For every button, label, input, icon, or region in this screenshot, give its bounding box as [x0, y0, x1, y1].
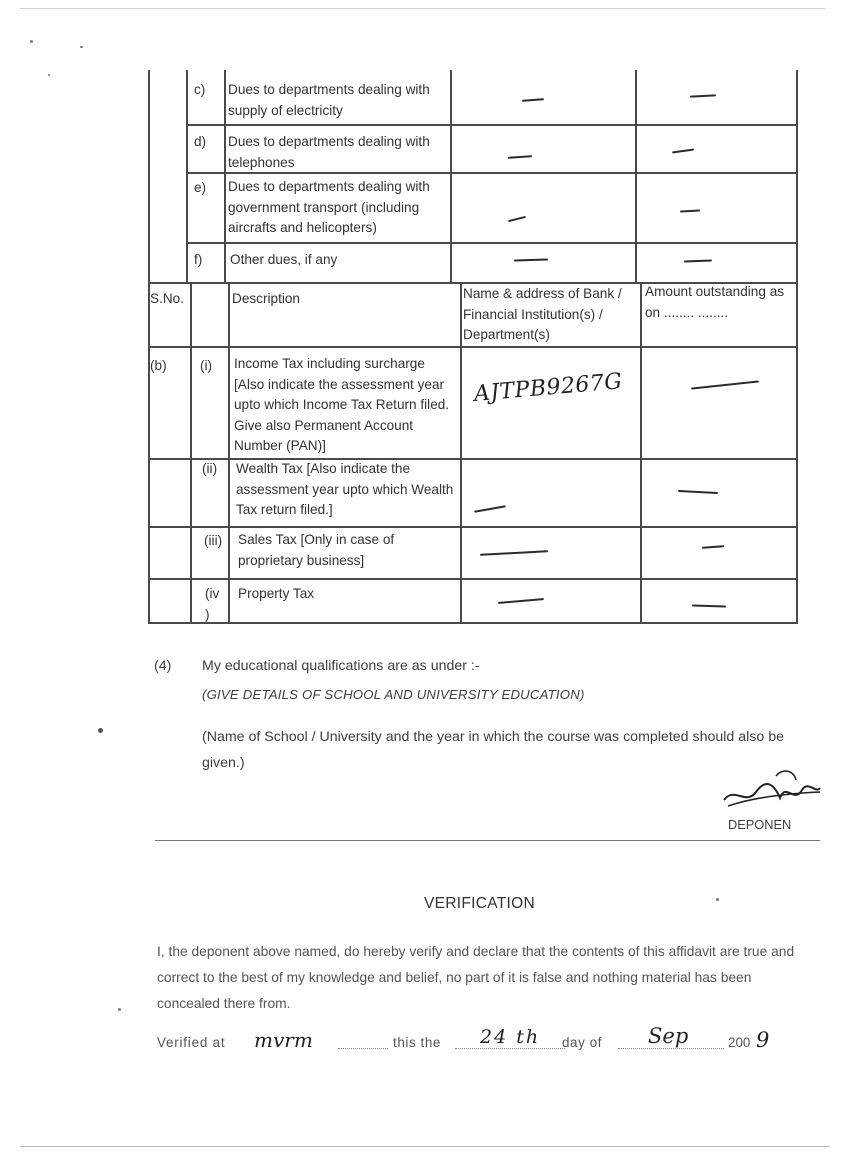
row-letter-e: e): [194, 180, 207, 195]
month-dots: [618, 1048, 724, 1049]
verification-heading: VERIFICATION: [424, 895, 535, 912]
scan-bottom-edge: [20, 1146, 830, 1147]
tax-desc-sales: Sales Tax [Only in case of proprietary business]: [238, 532, 395, 568]
row-desc-other-dues: Other dues, if any: [230, 252, 338, 267]
divider-line: [155, 840, 820, 841]
scan-speck: [48, 74, 50, 76]
nil-dash: [514, 258, 548, 261]
nil-dash: [684, 260, 712, 263]
tax-desc-wealth: Wealth Tax [Also indicate the assessment year upto which Wealth Tax return filed.]: [236, 461, 454, 517]
row-letter-c: c): [194, 82, 206, 97]
tax-sno: (b): [150, 358, 167, 373]
education-note: (Name of School / University and the year in which the course was completed should also be given.): [202, 729, 784, 771]
day-dots: [455, 1048, 565, 1049]
scan-speck: [80, 46, 83, 48]
scan-edge: [20, 8, 825, 9]
nil-dash: [680, 209, 700, 212]
scan-speck: [716, 898, 719, 901]
tax-num-iii: (iii): [204, 533, 223, 548]
nil-dash: [692, 604, 726, 607]
education-instruction: (GIVE DETAILS OF SCHOOL AND UNIVERSITY EDUCATION): [202, 687, 585, 702]
education-number: (4): [154, 658, 172, 674]
row-desc-electricity: Dues to departments dealing with supply of electricity: [228, 82, 430, 118]
year-prefix: 200: [728, 1035, 751, 1050]
pan-number: AJTPB9267G: [472, 369, 624, 407]
place-dots: [338, 1048, 388, 1049]
tax-num-iv: (iv ): [205, 586, 220, 622]
nil-dash: [691, 380, 759, 389]
tax-num-ii: (ii): [202, 461, 218, 476]
day-of-label: day of: [562, 1035, 603, 1050]
nil-dash: [702, 545, 724, 549]
header-bank: Name & address of Bank / Financial Institution(s) / Department(s): [463, 286, 622, 342]
scan-speck: [98, 728, 103, 733]
header-amount: Amount outstanding as on ........ ........: [645, 284, 785, 320]
dues-table: [148, 70, 798, 624]
tax-num-i: (i): [200, 358, 213, 373]
this-the-label: this the: [393, 1035, 441, 1050]
year-suffix: 9: [756, 1028, 770, 1052]
verified-place: mvrm: [254, 1028, 313, 1052]
row-desc-transport: Dues to departments dealing with government transport (including aircrafts and helicopters): [228, 179, 430, 235]
deponent-label: DEPONEN: [728, 817, 792, 832]
nil-dash: [474, 505, 506, 513]
tax-desc-property: Property Tax: [238, 586, 315, 601]
row-letter-f: f): [194, 252, 203, 267]
nil-dash: [508, 216, 526, 222]
verified-day: 24 th: [480, 1026, 541, 1048]
row-letter-d: d): [194, 134, 207, 149]
nil-dash: [508, 155, 532, 159]
scan-speck: [30, 40, 33, 43]
header-sno: S.No.: [150, 291, 184, 306]
nil-dash: [480, 550, 548, 556]
row-desc-telephones: Dues to departments dealing with telephones: [228, 134, 430, 170]
nil-dash: [690, 94, 716, 97]
scan-speck: [118, 1008, 121, 1011]
deponent-signature: [716, 764, 826, 822]
verification-statement: I, the deponent above named, do hereby verify and declare that the contents of this affidavit are true and correct to the best of my knowledge and belief, no part of it is false and nothing material has been concealed there from.: [157, 944, 795, 1011]
nil-dash: [672, 148, 694, 153]
header-description: Description: [232, 291, 300, 306]
nil-dash: [498, 598, 544, 604]
verified-at-label: Verified at: [157, 1035, 226, 1050]
verified-month: Sep: [648, 1024, 689, 1048]
tax-desc-income: Income Tax including surcharge [Also indicate the assessment year upto which Income Tax Return filed. Give also Permanent Account Number (PAN)]: [234, 356, 450, 453]
education-line: My educational qualifications are as under :-: [202, 658, 480, 674]
nil-dash: [522, 98, 544, 102]
nil-dash: [678, 490, 718, 494]
